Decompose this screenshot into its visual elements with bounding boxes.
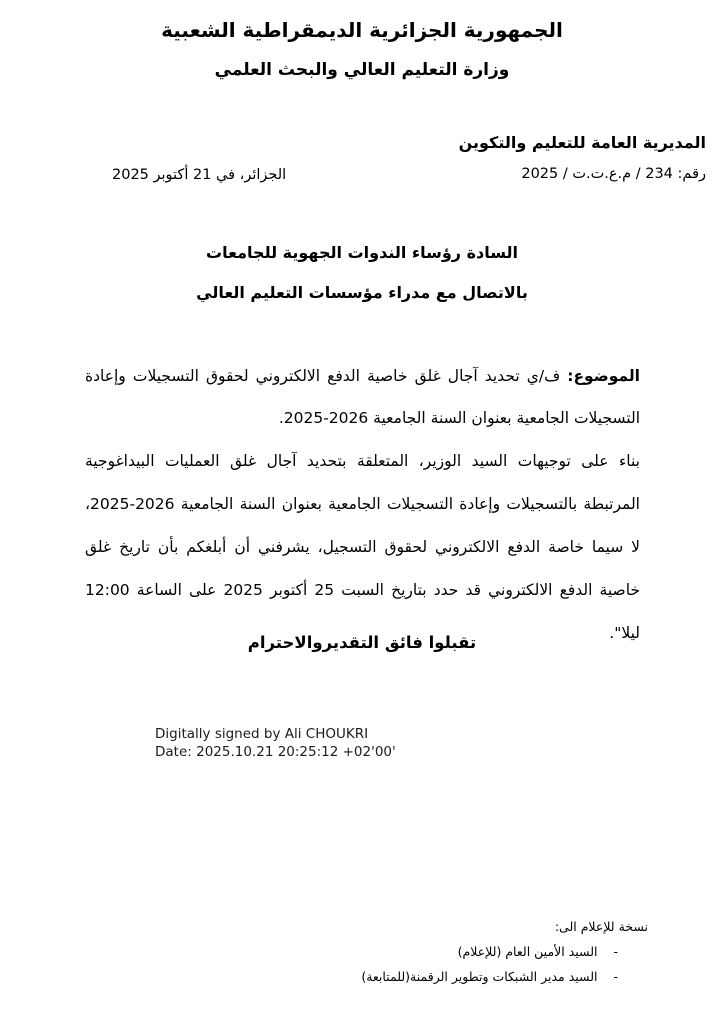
cc-item-text: السيد مدير الشبكات وتطوير الرقمنة(للمتابعة) xyxy=(361,969,598,984)
body-paragraph: بناء على توجيهات السيد الوزير، المتعلقة بتحديد آجال غلق العمليات البيداغوجية المرتبطة بالتسجيلات وإعادة التسجيلات الجامعية بعنوان السنة الجامعية 2026-2025، لا سيما خاصة الدفع الالكتروني لحقوق التسجيل، يشرفني أن أبلغكم بأن تاريخ غلق خاصية الدفع الالكتروني قد حدد بتاريخ السبت 25 أكتوبر 2025 على الساعة 12:00 ليلا". xyxy=(85,452,640,642)
signature-date-line: Date: 2025.10.21 20:25:12 +02'00' xyxy=(155,743,396,760)
subject-text: ف/ي تحديد آجال غلق خاصية الدفع الالكتروني لحقوق التسجيلات وإعادة التسجيلات الجامعية بعنوان السنة الجامعية 2026-2025. xyxy=(85,367,640,427)
reference-number: رقم: 234 / م.ع.ت.ت / 2025 xyxy=(521,166,706,182)
closing-salutation: تقبلوا فائق التقديروالاحترام xyxy=(247,633,477,652)
cc-block xyxy=(361,914,648,989)
republic-title: الجمهورية الجزائرية الديمقراطية الشعبية xyxy=(161,18,563,42)
cc-item-dash: - xyxy=(613,969,618,984)
place-and-date: الجزائر، في 21 أكتوبر 2025 xyxy=(112,167,287,183)
subject-paragraph xyxy=(85,355,640,439)
cc-item xyxy=(361,939,648,964)
cc-item-dash: - xyxy=(613,944,618,959)
signature-signer-line: Digitally signed by Ali CHOUKRI xyxy=(155,726,369,742)
cc-item xyxy=(361,964,648,989)
directorate-name: المديرية العامة للتعليم والتكوين xyxy=(458,133,706,152)
addressee-line-1: السادة رؤساء الندوات الجهوية للجامعات xyxy=(206,243,518,262)
subject-label: الموضوع: xyxy=(567,367,640,385)
cc-item-text: السيد الأمين العام (للإعلام) xyxy=(457,944,598,959)
addressee-line-2: بالاتصال مع مدراء مؤسسات التعليم العالي xyxy=(196,283,528,302)
ministry-title: وزارة التعليم العالي والبحث العلمي xyxy=(214,60,510,80)
cc-heading: نسخة للإعلام الى: xyxy=(554,919,648,934)
digital-signature-block xyxy=(155,726,396,761)
addressee-block xyxy=(0,233,724,313)
